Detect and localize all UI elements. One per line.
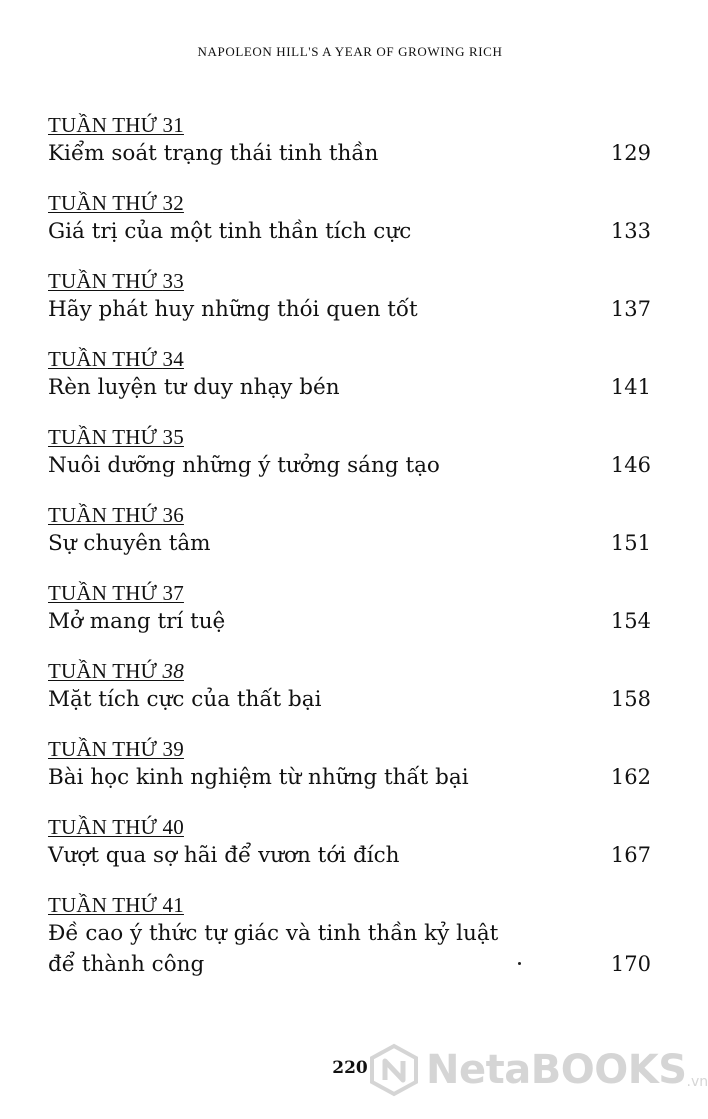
week-label <box>48 580 184 606</box>
week-label-number: 39 <box>162 737 184 761</box>
chapter-title <box>48 606 225 637</box>
chapter-title <box>48 294 418 325</box>
week-label-prefix: TUẦN THỨ <box>48 191 163 215</box>
print-speck <box>518 962 521 965</box>
chapter-title-line: Mở mang trí tuệ <box>48 609 226 634</box>
chapter-title-line: Sự chuyên tâm <box>48 531 211 556</box>
week-label <box>48 892 184 918</box>
toc-entry <box>48 580 651 637</box>
week-label <box>48 736 184 762</box>
week-label-number: 35 <box>162 425 184 449</box>
toc-row <box>48 918 651 980</box>
week-label <box>48 268 184 294</box>
watermark <box>368 1040 708 1100</box>
toc-entry <box>48 424 651 481</box>
week-label-prefix: TUẦN THỨ <box>48 113 163 137</box>
week-label-number: 31 <box>162 113 184 137</box>
toc-row <box>48 372 651 403</box>
watermark-suffix: .vn <box>686 1074 708 1090</box>
page-reference: 162 <box>610 765 651 789</box>
watermark-brand: NetaBOOKS <box>426 1047 687 1093</box>
page-reference: 167 <box>610 843 651 867</box>
chapter-title <box>48 372 340 403</box>
week-label <box>48 112 184 138</box>
week-label <box>48 658 184 684</box>
chapter-title-line: Đề cao ý thức tự giác và tinh thần kỷ luật <box>48 921 499 946</box>
page-reference: 158 <box>610 687 651 711</box>
chapter-title-line: Nuôi dưỡng những ý tưởng sáng tạo <box>48 453 440 478</box>
page-reference: 141 <box>610 375 651 399</box>
toc-entry <box>48 502 651 559</box>
toc-row <box>48 684 651 715</box>
toc-row <box>48 528 651 559</box>
week-label-number: 34 <box>162 347 184 371</box>
chapter-title-line: Giá trị của một tinh thần tích cực <box>48 219 412 244</box>
toc-row <box>48 216 651 247</box>
table-of-contents <box>48 112 651 1001</box>
toc-entry <box>48 814 651 871</box>
chapter-title <box>48 684 321 715</box>
week-label-number: 33 <box>162 269 184 293</box>
chapter-title <box>48 840 400 871</box>
chapter-title <box>48 918 498 980</box>
week-label <box>48 190 184 216</box>
chapter-title <box>48 762 469 793</box>
toc-row <box>48 840 651 871</box>
page-number: 220 <box>332 1058 368 1078</box>
page-reference: 137 <box>610 297 651 321</box>
page-reference: 133 <box>610 219 651 243</box>
chapter-title-line: Kiểm soát trạng thái tinh thần <box>48 141 379 166</box>
chapter-title <box>48 216 411 247</box>
toc-row <box>48 138 651 169</box>
week-label-prefix: TUẦN THỨ <box>48 581 163 605</box>
chapter-title-line: Hãy phát huy những thói quen tốt <box>48 297 418 322</box>
week-label-prefix: TUẦN THỨ <box>48 893 163 917</box>
chapter-title <box>48 450 440 481</box>
chapter-title-line: Rèn luyện tư duy nhạy bén <box>48 375 340 400</box>
chapter-title <box>48 528 211 559</box>
week-label-prefix: TUẦN THỨ <box>48 269 163 293</box>
chapter-title <box>48 138 378 169</box>
week-label-number: 41 <box>162 893 184 917</box>
toc-entry <box>48 112 651 169</box>
page-reference: 151 <box>610 531 651 555</box>
week-label-prefix: TUẦN THỨ <box>48 503 163 527</box>
toc-entry <box>48 190 651 247</box>
week-label-number: 36 <box>162 503 184 527</box>
chapter-title-line: để thành công <box>48 952 205 977</box>
chapter-title-line: Mặt tích cực của thất bại <box>48 687 322 712</box>
toc-row <box>48 762 651 793</box>
week-label-prefix: TUẦN THỨ <box>48 659 163 683</box>
week-label-prefix: TUẦN THỨ <box>48 425 163 449</box>
chapter-title-line: Bài học kinh nghiệm từ những thất bại <box>48 765 469 790</box>
running-head: NAPOLEON HILL'S A YEAR OF GROWING RICH <box>197 44 503 59</box>
toc-entry <box>48 268 651 325</box>
toc-entry <box>48 892 651 980</box>
page-reference: 154 <box>610 609 651 633</box>
week-label-number: 32 <box>162 191 184 215</box>
week-label <box>48 814 184 840</box>
week-label-number: 37 <box>162 581 184 605</box>
page-reference: 146 <box>610 453 651 477</box>
page-reference: 170 <box>610 952 651 976</box>
week-label-number: 40 <box>162 815 184 839</box>
week-label-prefix: TUẦN THỨ <box>48 737 163 761</box>
toc-row <box>48 294 651 325</box>
netabooks-logo-icon <box>368 1044 420 1096</box>
chapter-title-line: Vượt qua sợ hãi để vươn tới đích <box>48 843 400 868</box>
week-label-number: 38 <box>162 659 184 683</box>
week-label <box>48 424 184 450</box>
page-reference: 129 <box>610 141 651 165</box>
week-label <box>48 346 184 372</box>
toc-entry <box>48 346 651 403</box>
week-label <box>48 502 184 528</box>
week-label-prefix: TUẦN THỨ <box>48 815 163 839</box>
toc-row <box>48 606 651 637</box>
toc-entry <box>48 658 651 715</box>
toc-row <box>48 450 651 481</box>
toc-entry <box>48 736 651 793</box>
week-label-prefix: TUẦN THỨ <box>48 347 163 371</box>
